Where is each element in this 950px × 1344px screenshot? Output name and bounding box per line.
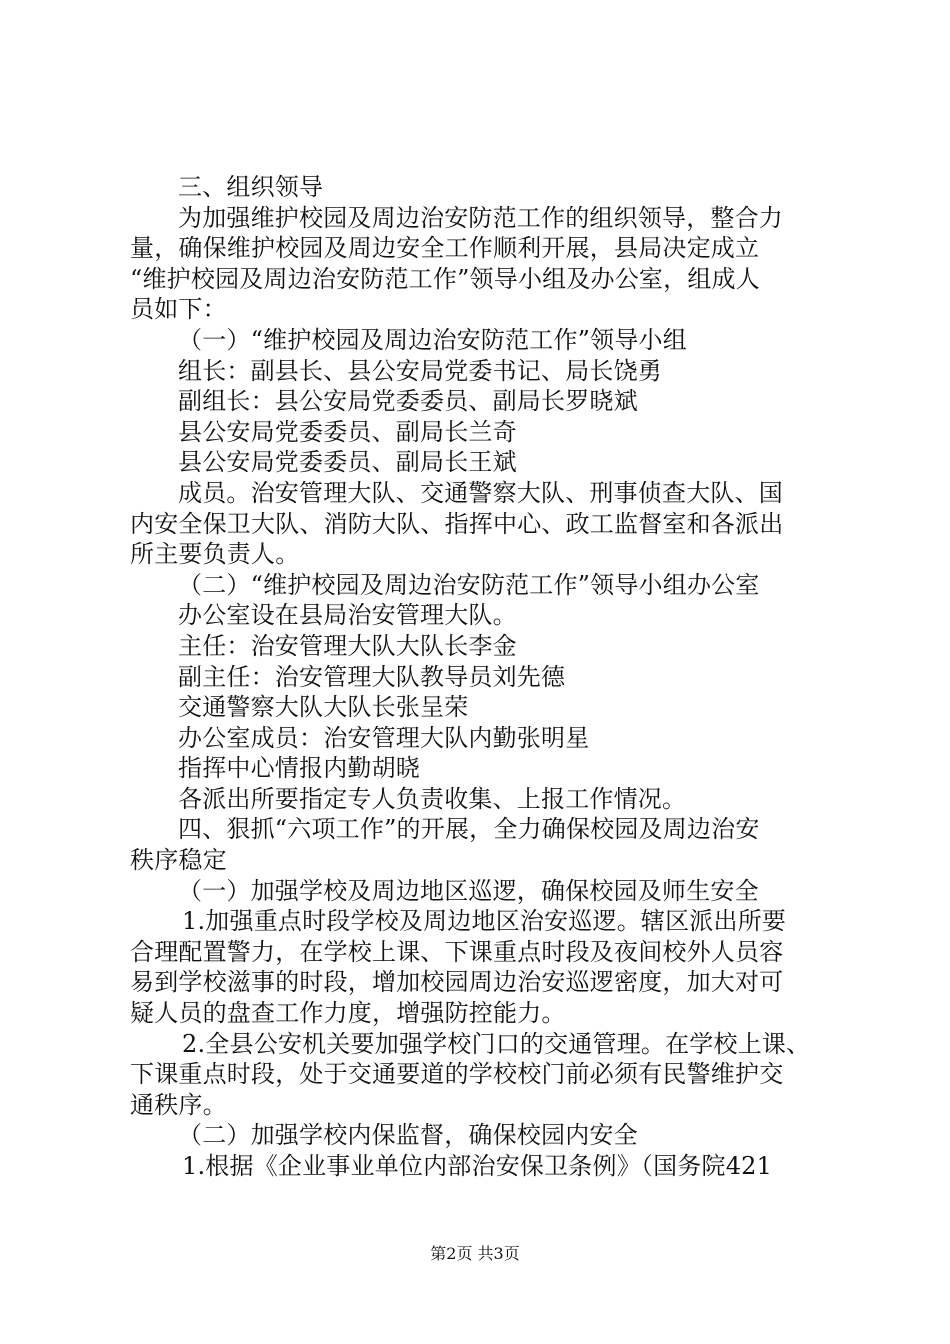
paragraph-line: 员如下： — [130, 295, 227, 324]
paragraph-line: 副组长：县公安局党委委员、副局长罗晓斌 — [178, 387, 638, 416]
paragraph-line: 下课重点时段，处于交通要道的学校校门前必须有民警维护交 — [130, 1060, 784, 1089]
paragraph-line: 办公室设在县局治安管理大队。 — [178, 601, 517, 630]
document-body — [130, 172, 830, 1182]
paragraph-line: 县公安局党委委员、副局长王斌 — [178, 448, 517, 477]
paragraph-line: 疑人员的盘查工作力度，增强防控能力。 — [130, 999, 566, 1028]
paragraph-line: 县公安局党委委员、副局长兰奇 — [178, 417, 517, 446]
subsection-heading: （一）加强学校及周边地区巡逻，确保校园及师生安全 — [178, 876, 759, 905]
paragraph-line: 主任：治安管理大队大队长李金 — [178, 631, 517, 660]
paragraph-line: 易到学校滋事的时段，增加校园周边治安巡逻密度，加大对可 — [130, 968, 784, 997]
paragraph-line: 交通警察大队大队长张呈荣 — [178, 693, 469, 722]
paragraph-line: 量，确保维护校园及周边安全工作顺利开展，县局决定成立 — [130, 234, 760, 263]
page-number-footer: 第2页 共3页 — [430, 1244, 520, 1263]
paragraph-line: 2.全县公安机关要加强学校门口的交通管理。在学校上课、 — [182, 1029, 811, 1058]
paragraph-line: 各派出所要指定专人负责收集、上报工作情况。 — [178, 784, 687, 813]
paragraph-line: 指挥中心情报内勤胡晓 — [178, 754, 420, 783]
paragraph-line: 1.加强重点时段学校及周边地区治安巡逻。辖区派出所要 — [182, 907, 787, 936]
section-heading-4: 四、狠抓“六项工作”的开展，全力确保校园及周边治安 — [178, 815, 760, 844]
paragraph-line: 为加强维护校园及周边治安防范工作的组织领导，整合力 — [178, 203, 783, 232]
paragraph-line: 副主任：治安管理大队教导员刘先德 — [178, 662, 566, 691]
paragraph-line: 成员。治安管理大队、交通警察大队、刑事侦查大队、国 — [178, 478, 783, 507]
section-heading-3: 三、组织领导 — [178, 173, 324, 201]
paragraph-line: 组长：副县长、县公安局党委书记、局长饶勇 — [178, 356, 662, 385]
paragraph-line: 合理配置警力，在学校上课、下课重点时段及夜间校外人员容 — [130, 937, 784, 966]
subsection-heading: （二）“维护校园及周边治安防范工作”领导小组办公室 — [178, 570, 760, 599]
paragraph-line: 办公室成员：治安管理大队内勤张明星 — [178, 723, 590, 752]
paragraph-line: 内安全保卫大队、消防大队、指挥中心、政工监督室和各派出 — [130, 509, 784, 538]
paragraph-line: “维护校园及周边治安防范工作”领导小组及办公室，组成人 — [130, 264, 760, 293]
paragraph-line: 通秩序。 — [130, 1090, 227, 1119]
subsection-heading: （一）“维护校园及周边治安防范工作”领导小组 — [178, 325, 687, 354]
paragraph-line: 1.根据《企业事业单位内部治安保卫条例》（国务院421 — [182, 1152, 773, 1180]
paragraph-line: 所主要负责人。 — [130, 540, 300, 569]
paragraph-line: 秩序稳定 — [130, 846, 227, 875]
subsection-heading: （二）加强学校内保监督，确保校园内安全 — [178, 1121, 638, 1150]
